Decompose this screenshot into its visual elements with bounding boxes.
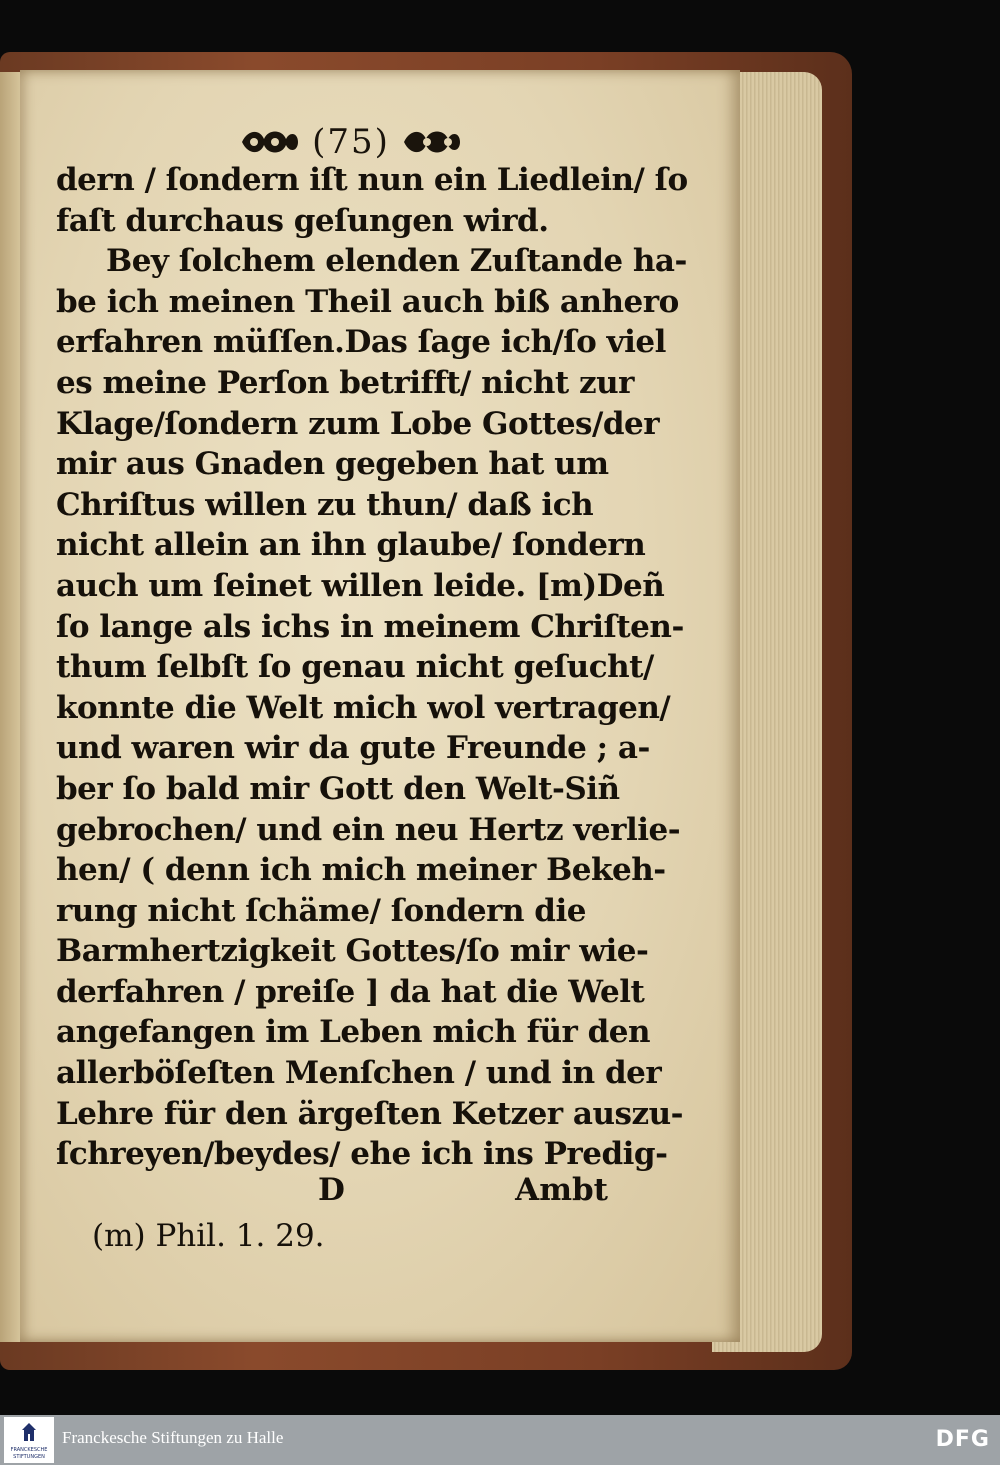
text-line: nicht allein an ihn glaube/ ſondern — [56, 527, 646, 564]
footnote: (m) Phil. 1. 29. — [92, 1218, 325, 1254]
text-line: thum ſelbſt ſo genau nicht geſucht/ — [56, 649, 654, 686]
text-line: ſo lange als ichs in meinem Chriſten- — [56, 608, 684, 645]
building-icon — [22, 1423, 36, 1441]
text-line: ſchreyen/beydes/ ehe ich ins Predig- — [56, 1136, 668, 1173]
text-line: gebrochen/ und ein neu Hertz verlie- — [56, 811, 681, 848]
text-line: konnte die Welt mich wol vertragen/ — [56, 689, 671, 726]
footer-bar — [0, 1415, 1000, 1465]
dfg-logo[interactable]: DFG — [935, 1427, 990, 1452]
text-line: Barmhertzigkeit Gottes/ſo mir wie- — [56, 933, 649, 970]
institution-logo[interactable] — [4, 1417, 54, 1463]
body-text — [56, 160, 688, 1175]
text-line: rung nicht ſchäme/ ſondern die — [56, 892, 586, 929]
text-line: es meine Perſon betrifft/ nicht zur — [56, 364, 634, 401]
page-header — [226, 118, 476, 166]
text-line: und waren wir da gute Freunde ; a- — [56, 730, 650, 767]
text-line: hen/ ( denn ich mich meiner Bekeh- — [56, 852, 666, 889]
catch-line — [56, 1172, 608, 1216]
signature-mark: D — [318, 1172, 345, 1208]
institution-name-link[interactable]: Franckesche Stiftungen zu Halle — [62, 1428, 284, 1447]
text-line: derfahren / preiſe ] da hat die Welt — [56, 973, 645, 1010]
catchword: Ambt — [515, 1172, 608, 1208]
text-line: angefangen im Leben mich für den — [56, 1014, 651, 1051]
text-line: Chriſtus willen zu thun/ daß ich — [56, 486, 594, 523]
text-line: mir aus Gnaden gegeben hat um — [56, 446, 609, 483]
page-number: (75) — [312, 122, 390, 162]
logo-text-bottom: STIFTUNGEN — [13, 1454, 45, 1460]
text-line: faſt durchaus geſungen wird. — [56, 202, 549, 239]
left-page-edge — [0, 72, 22, 1342]
text-line: Klage/ſondern zum Lobe Gottes/der — [56, 405, 660, 442]
text-line: Lehre für den ärgeſten Ketzer auszu- — [56, 1095, 684, 1132]
text-line: dern / ſondern iſt nun ein Liedlein/ ſo — [56, 162, 688, 198]
text-line: allerböſeſten Menſchen / und in der — [56, 1055, 662, 1092]
text-line: erfahren müſſen.Das ſage ich/ſo viel — [56, 324, 666, 361]
text-line: be ich meinen Theil auch biß anhero — [56, 283, 679, 320]
text-line: auch um ſeinet willen leide. [m)Deñ — [56, 567, 665, 604]
text-line: ber ſo bald mir Gott den Welt-Siñ — [56, 770, 620, 807]
ornament-left-icon — [238, 127, 302, 157]
logo-text-top: FRANCKESCHE — [10, 1447, 48, 1453]
text-line: Bey ſolchem elenden Zuſtande ha- — [106, 243, 687, 280]
ornament-right-icon — [400, 127, 464, 157]
